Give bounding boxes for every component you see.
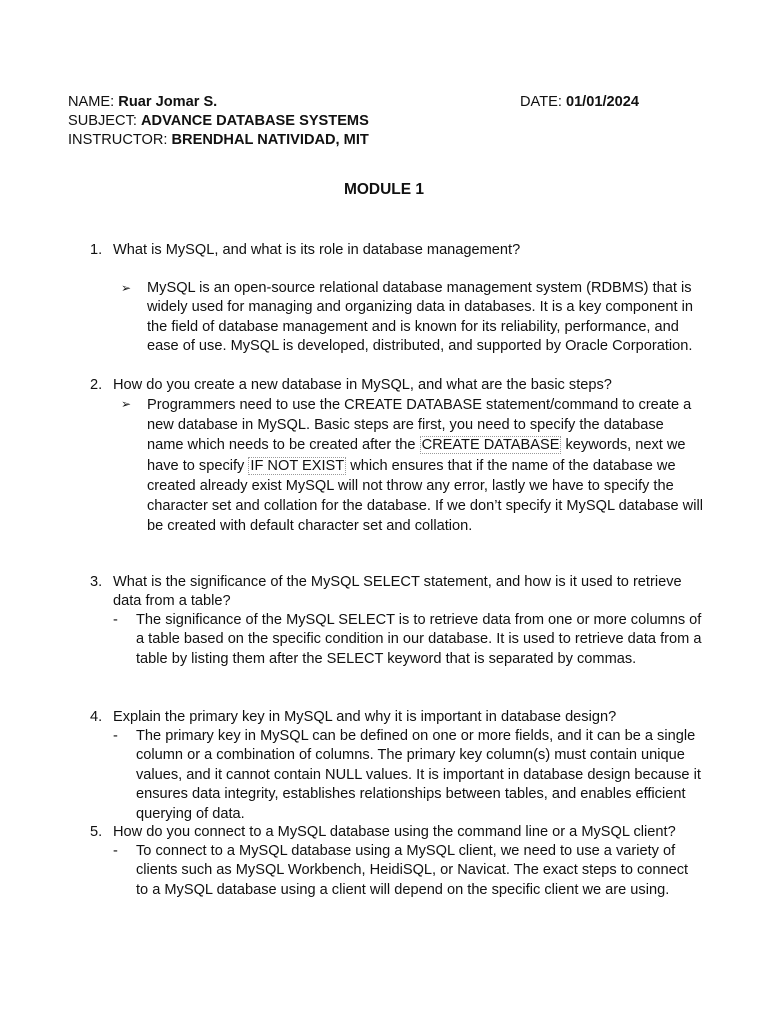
page-title: MODULE 1 (343, 181, 425, 198)
question-text: How do you create a new database in MySQL, and what are the basic steps? (113, 377, 612, 393)
code-keyword: CREATE DATABASE (421, 437, 560, 454)
date-value: 01/01/2024 (565, 94, 639, 110)
name-line (68, 93, 217, 112)
instructor-line (68, 131, 369, 150)
answer-text: To connect to a MySQL database using a MySQL client, we need to use a variety of clients such as MySQL Workbench, HeidiSQL, or Navicat. The exact steps to connect to a MySQL database using a client will depend on the specific client we are using. (136, 843, 689, 898)
subject-value: ADVANCE DATABASE SYSTEMS (140, 113, 369, 129)
instructor-label: INSTRUCTOR: (68, 132, 172, 148)
question-text: Explain the primary key in MySQL and why it is important in database design? (113, 709, 617, 725)
answer-text-part: Programmers need to use the CREATE DATABASE statement/command to create a new database in MySQL. Basic steps are first, you need to specify the database name which needs to be created after the (147, 397, 692, 454)
question-text: How do you connect to a MySQL database using the command line or a MySQL client? (113, 824, 676, 840)
code-keyword: IF NOT EXIST (250, 457, 345, 474)
answer-text: The primary key in MySQL can be defined on one or more fields, and it can be a single column or a combination of columns. The primary key column(s) must contain unique values, and it cannot contain NULL values. It is important in database design because it ensures data integrity, establishes relationships between tables, and enables efficient querying of data. (136, 728, 701, 822)
arrow-bullet-icon: ➢ (121, 281, 132, 295)
dash-bullet: - (113, 728, 118, 744)
dash-bullet: - (113, 843, 118, 859)
question-number: 4. (90, 709, 103, 725)
question-number: 2. (90, 377, 103, 393)
instructor-value: BRENDHAL NATIVIDAD, MIT (171, 132, 369, 148)
question-text: What is the significance of the MySQL SELECT statement, and how is it used to retrieve data from a table? (113, 574, 682, 610)
answer-text-part: which ensures that if the name of the database we created already exist MySQL will not throw any error, lastly we have to specify the character set and collation for the database. If we don’t specify it MySQL database will be created with default character set and collation. (147, 457, 703, 535)
name-value: Ruar Jomar S. (118, 94, 218, 110)
answer-text: MySQL is an open-source relational database management system (RDBMS) that is widely used for managing and organizing data in databases. It is a key component in the field of database management and is known for its reliability, performance, and ease of use. MySQL is developed, distributed, and supported by Oracle Corporation. (147, 280, 693, 355)
answer-text-part: keywords, next we have to specify (147, 437, 686, 474)
question-number: 3. (90, 574, 103, 590)
subject-label: SUBJECT: (68, 113, 141, 129)
question-text: What is MySQL, and what is its role in database management? (113, 242, 521, 258)
name-label: NAME: (68, 94, 119, 110)
subject-line (68, 112, 369, 131)
question-number: 1. (90, 242, 103, 258)
answer-text: The significance of the MySQL SELECT is to retrieve data from one or more columns of a table based on the specific condition in our database. It is used to retrieve data from a table by listing them after the SELECT keyword that is separated by commas. (136, 612, 702, 667)
question-number: 5. (90, 824, 103, 840)
dash-bullet: - (113, 612, 118, 628)
arrow-bullet-icon: ➢ (121, 397, 132, 411)
date-line (520, 93, 639, 112)
date-label: DATE: (520, 94, 566, 110)
answer-text (147, 395, 703, 536)
